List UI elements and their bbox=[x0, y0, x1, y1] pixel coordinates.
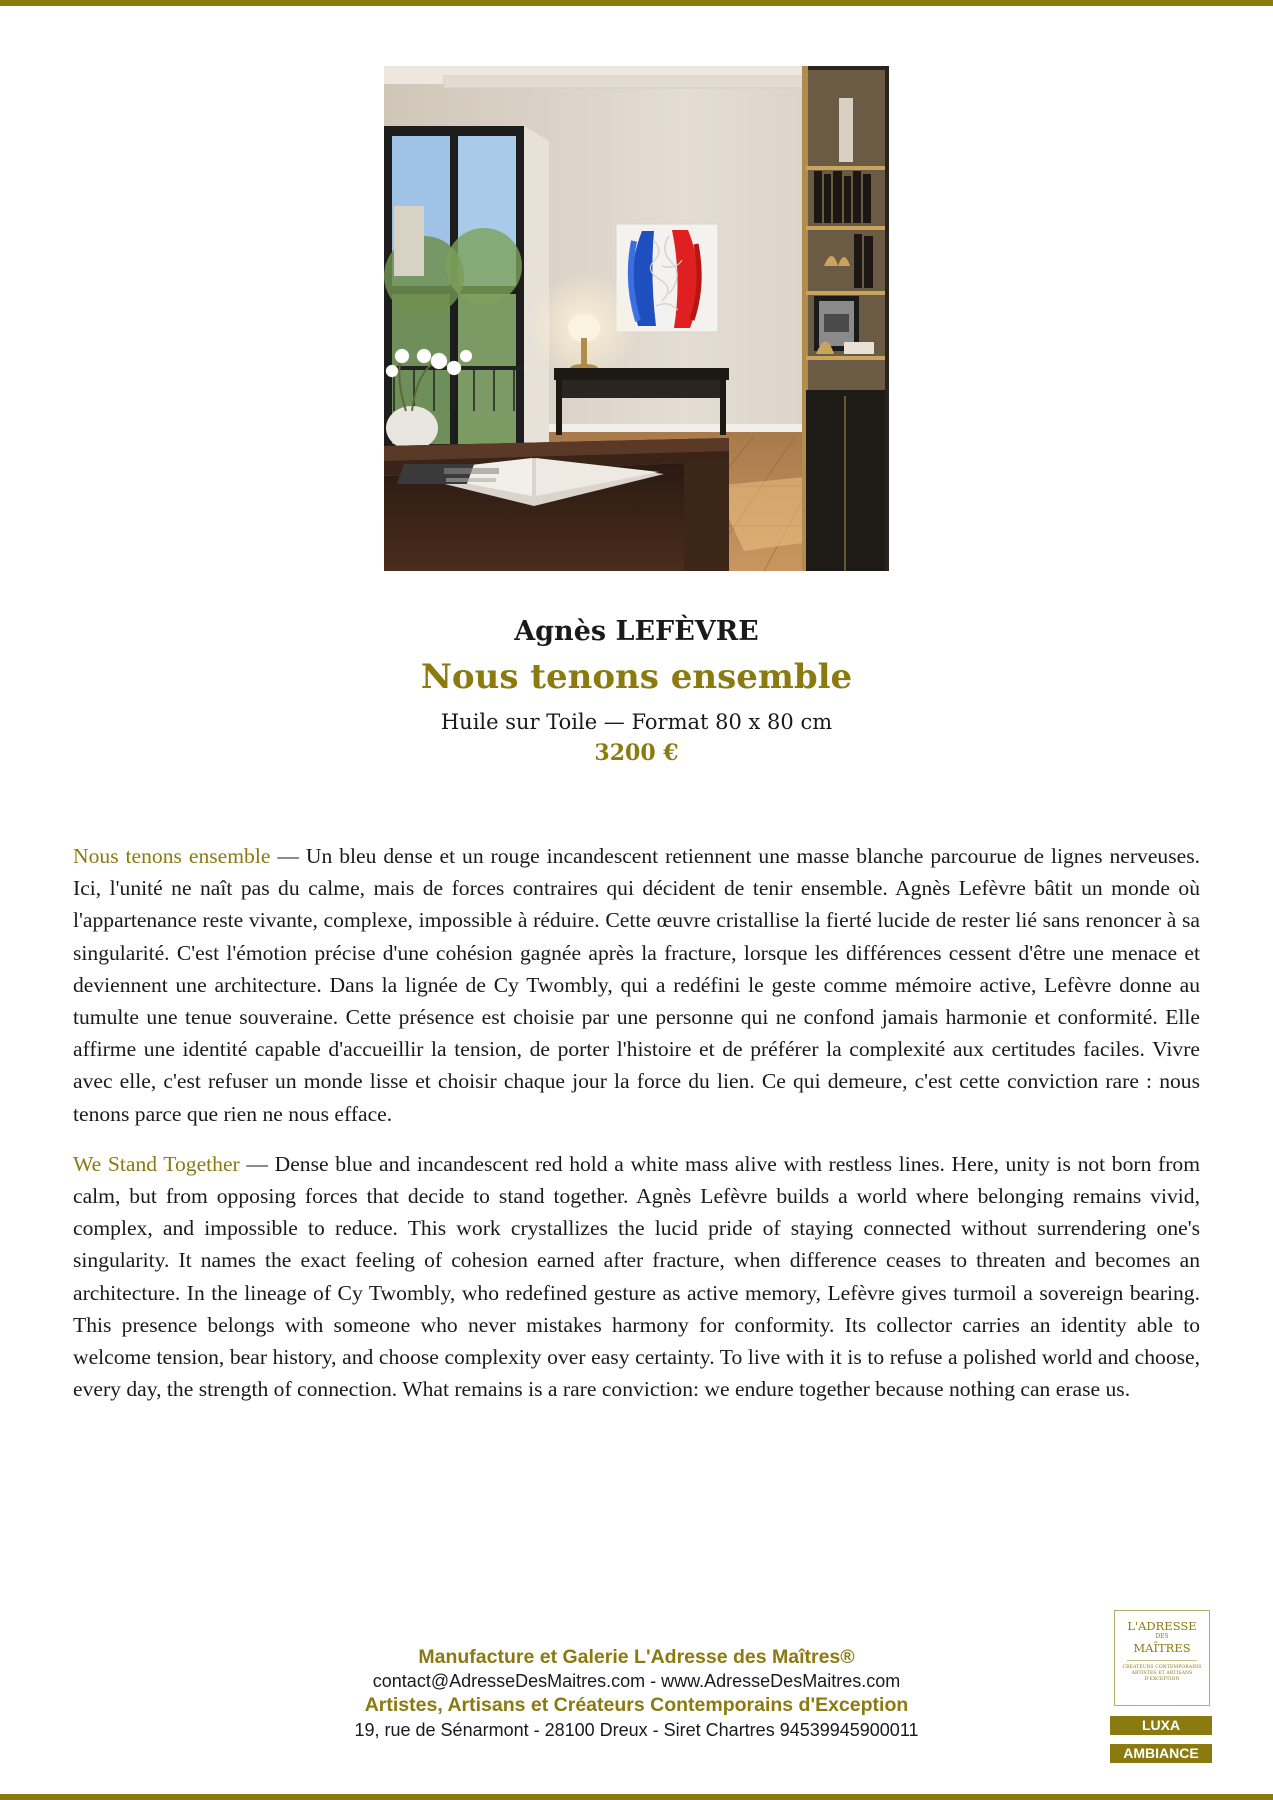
description-english bbox=[73, 1148, 1200, 1406]
gallery-logo-seal bbox=[1114, 1610, 1210, 1706]
bottom-accent-bar bbox=[0, 1794, 1273, 1800]
artwork-price: 3200 € bbox=[594, 740, 679, 766]
top-accent-bar bbox=[0, 0, 1273, 6]
description-french-lead: Nous tenons ensemble bbox=[73, 844, 271, 868]
seal-divider bbox=[1127, 1660, 1197, 1661]
footer-tagline: Artistes, Artisans et Créateurs Contemporains d'Exception bbox=[364, 1694, 909, 1716]
artwork-title: Nous tenons ensemble bbox=[420, 657, 853, 697]
description-french-text: — Un bleu dense et un rouge incandescent retiennent une masse blanche parcourue de lignes nerveuses. Ici, l'unité ne naît pas du calme, mais de forces contraires qui décident de tenir ensemble. Agnès Lefèvre bâtit un monde où l'appartenance reste vivante, complexe, impossible à réduire. Cette œuvre cristallise la fierté lucide de rester lié sans renoncer à sa singularité. C'est l'émotion précise d'une cohésion gagnée après la fracture, lorsque les différences cessent d'être une menace et deviennent une architecture. Dans la lignée de Cy Twombly, qui a redéfini le geste comme mémoire active, Lefèvre donne au tumulte une tenue souveraine. Cette présence est choisie par une personne qui ne confond jamais harmonie et conformité. Elle affirme une identité capable d'accueillir la tension, de porter l'histoire et de préférer la complexité aux certitudes faciles. Vivre avec elle, c'est refuser un monde lisse et choisir chaque jour la force du lien. Ce qui demeure, c'est cette conviction rare : nous tenons parce que rien ne nous efface. bbox=[73, 844, 1201, 1126]
artist-name: Agnès LEFÈVRE bbox=[514, 616, 759, 647]
gallery-footer bbox=[0, 1640, 1273, 1742]
artwork-medium: Huile sur Toile — Format 80 x 80 cm bbox=[440, 710, 833, 734]
description-english-lead: We Stand Together bbox=[73, 1151, 240, 1176]
description-french bbox=[73, 840, 1200, 1130]
seal-line-4: CRÉATEURS CONTEMPORAINS ARTISTES ET ARTISANS D'EXCEPTION bbox=[1122, 1665, 1202, 1682]
ambiance-badge: AMBIANCE bbox=[1110, 1744, 1212, 1763]
seal-line-3: MAÎTRES bbox=[1133, 1641, 1191, 1655]
artwork-description bbox=[73, 840, 1200, 1405]
description-english-text: — Dense blue and incandescent red hold a white mass alive with restless lines. Here, unity is not born from calm, but from opposing forces that decide to stand together. Agnès Lefèvre builds a world where belonging remains vivid, complex, and impossible to reduce. This work crystallizes the lucid pride of staying connected without surrendering one's singularity. It names the exact feeling of cohesion earned after fracture, when difference ceases to threaten and becomes an architecture. In the lineage of Cy Twombly, who redefined gesture as active memory, Lefèvre gives turmoil a sovereign bearing. This presence belongs with someone who never mistakes harmony for conformity. Its collector carries an identity able to welcome tension, bear history, and choose complexity over easy certainty. To live with it is to refuse a polished world and choose, every day, the strength of connection. What remains is a rare conviction: we endure together because nothing can erase us. bbox=[73, 1151, 1200, 1402]
seal-line-1: L'ADRESSE bbox=[1127, 1619, 1197, 1633]
footer-company: Manufacture et Galerie L'Adresse des Maîtres® bbox=[418, 1646, 855, 1668]
seal-line-2: DES bbox=[1155, 1633, 1169, 1640]
luxa-badge: LUXA bbox=[1110, 1716, 1212, 1735]
artwork-heading bbox=[0, 612, 1273, 768]
footer-contact: contact@AdresseDesMaitres.com - www.AdresseDesMaitres.com bbox=[372, 1671, 901, 1691]
footer-address: 19, rue de Sénarmont - 28100 Dreux - Siret Chartres 94539945900011 bbox=[354, 1720, 919, 1740]
artwork-interior-photo bbox=[384, 66, 889, 571]
